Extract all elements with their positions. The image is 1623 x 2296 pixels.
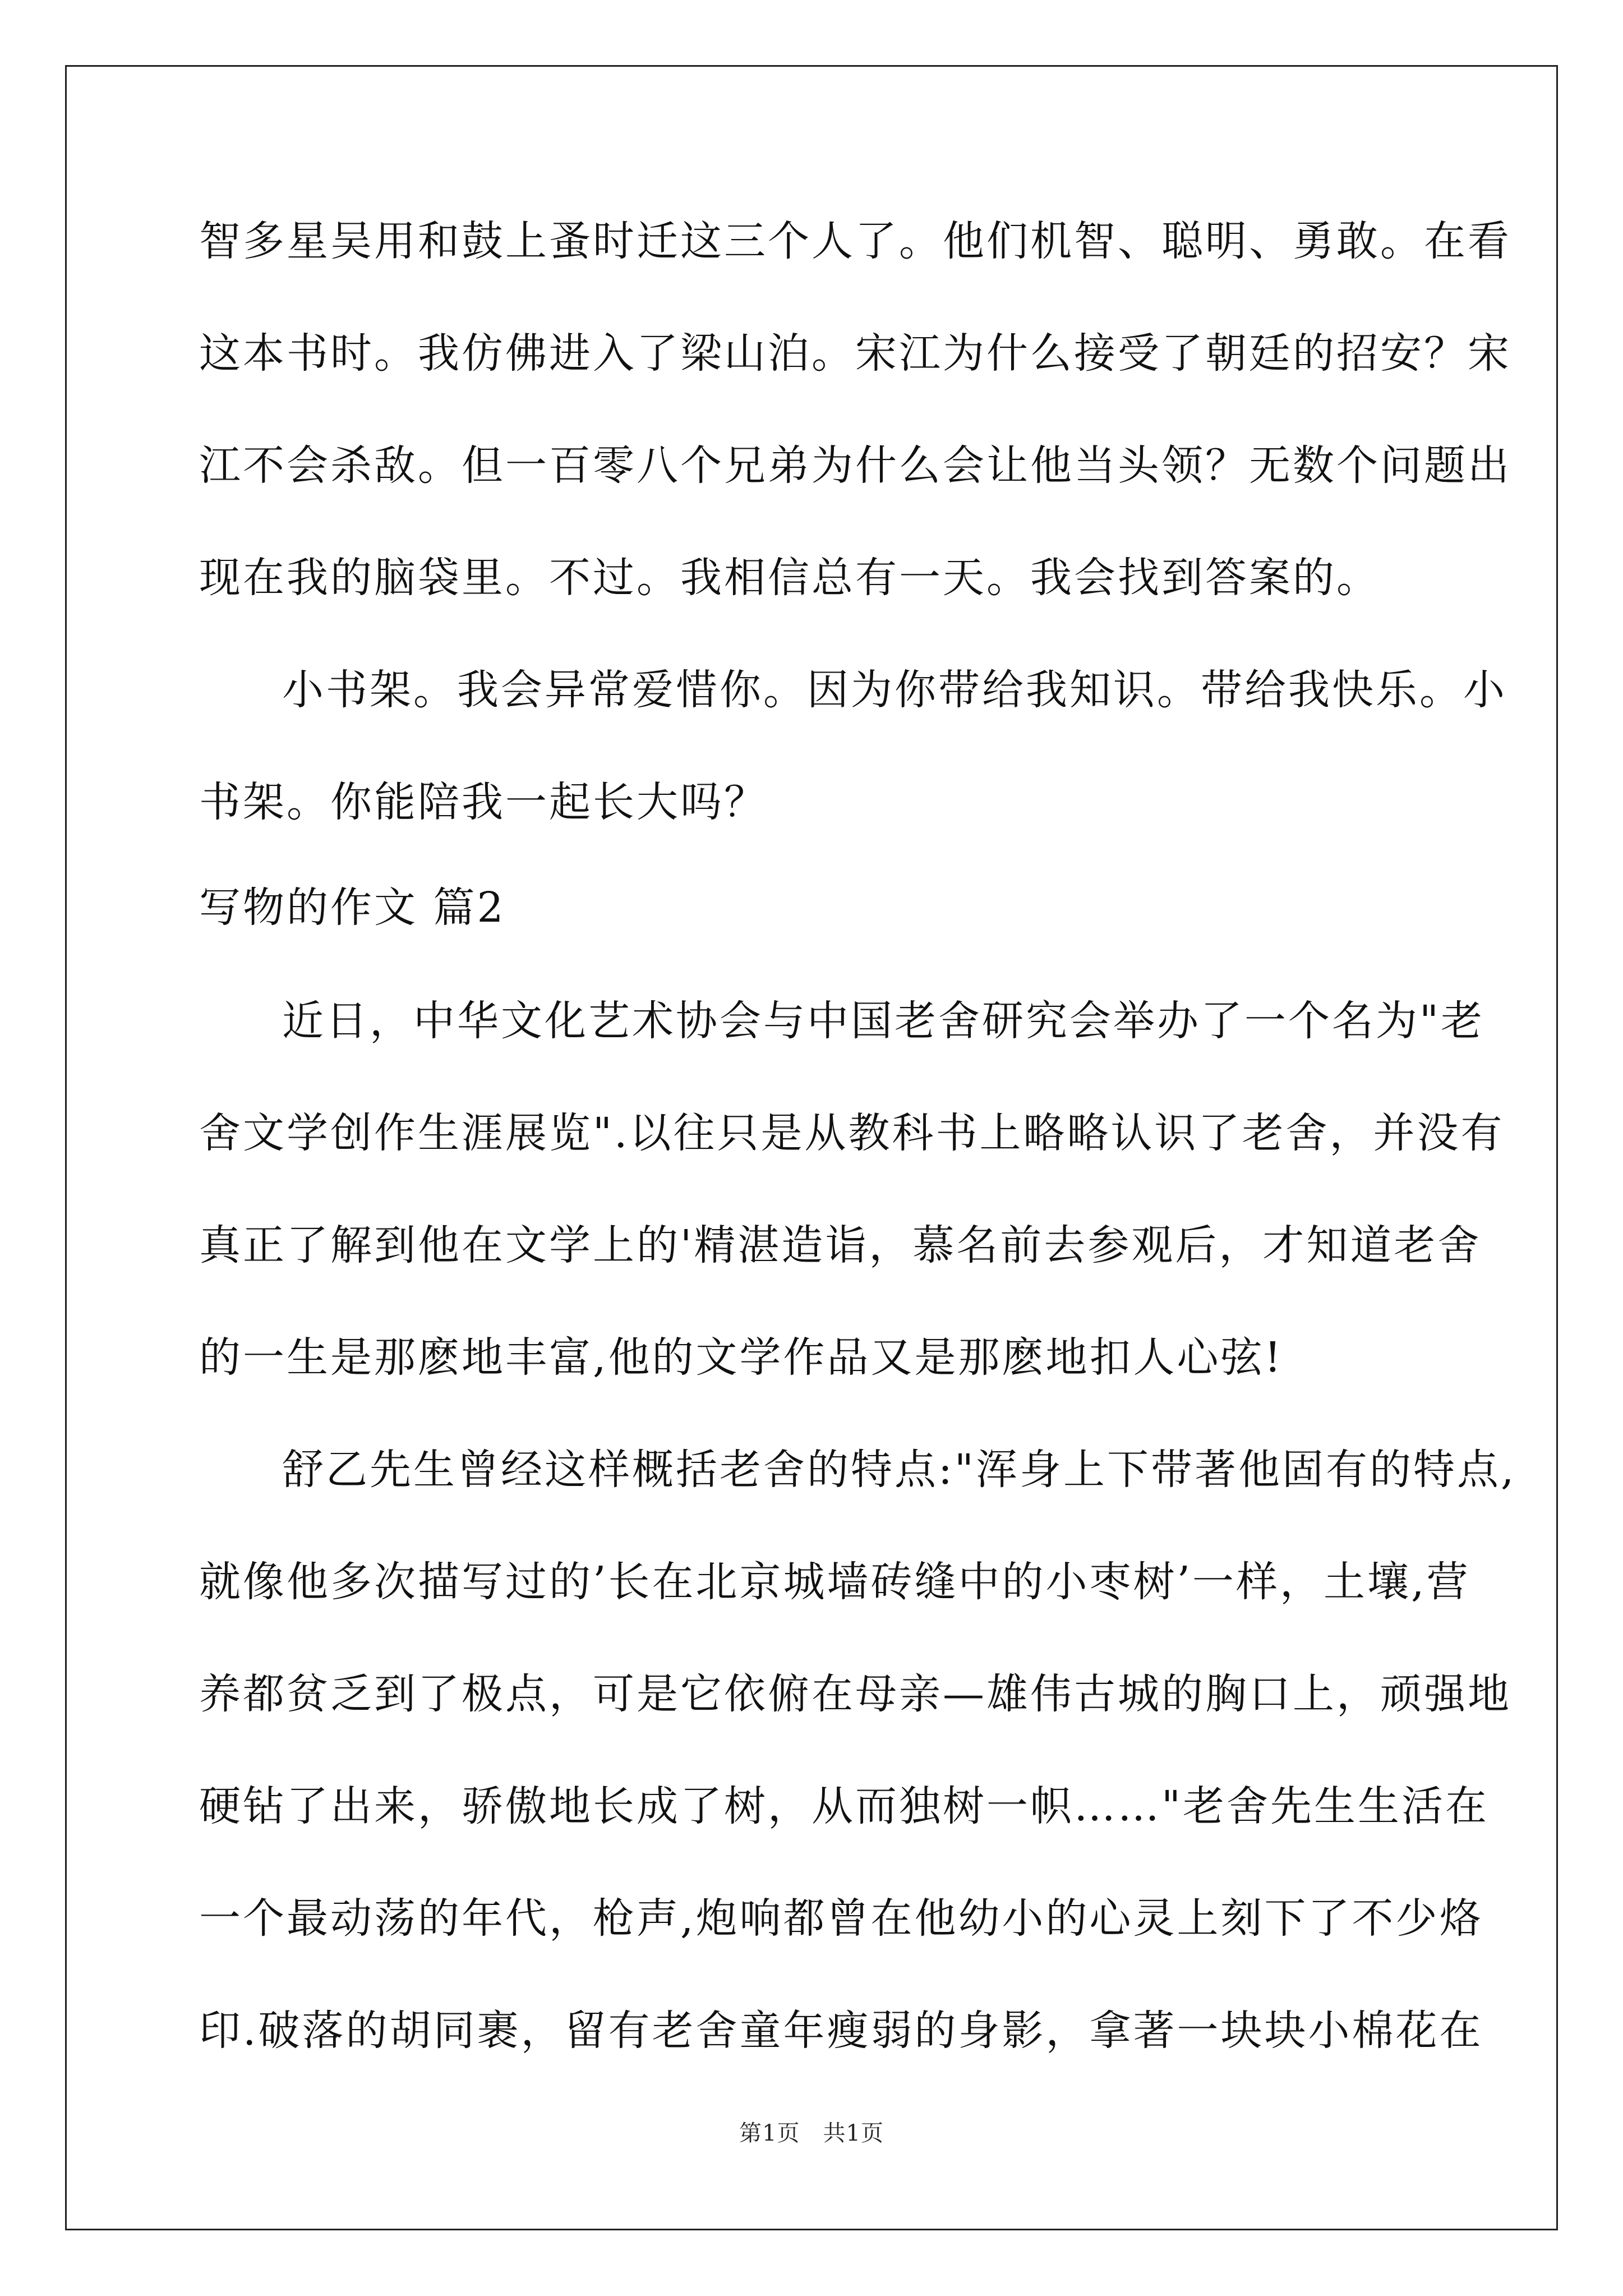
paragraph-line: 的一生是那麽地丰富,他的文学作品又是那麽地扣人心弦! xyxy=(199,1333,1284,1382)
section-heading: 写物的作文 篇2 xyxy=(199,884,506,932)
paragraph-line: 养都贫乏到了极点，可是它依俯在母亲—雄伟古城的胸口上，顽强地 xyxy=(199,1670,1511,1718)
paragraph-line: 现在我的脑袋里。不过。我相信总有一天。我会找到答案的。 xyxy=(199,554,1380,602)
paragraph-line: 小书架。我会异常爱惜你。因为你带给我知识。带给我快乐。小 xyxy=(282,666,1507,714)
paragraph-line: 舒乙先生曾经这样概括老舍的特点:"浑身上下带著他固有的特点, xyxy=(282,1446,1516,1494)
paragraph-line: 智多星吴用和鼓上蚤时迁这三个人了。他们机智、聪明、勇敢。在看 xyxy=(199,217,1511,265)
page-number-footer: 第1页 共1页 xyxy=(739,2120,884,2146)
paragraph-line: 一个最动荡的年代，枪声,炮响都曾在他幼小的心灵上刻下了不少烙 xyxy=(199,1894,1483,1943)
paragraph-line: 真正了解到他在文学上的'精湛造诣，慕名前去参观后，才知道老舍 xyxy=(199,1221,1482,1269)
paragraph-line: 硬钻了出来，骄傲地长成了树，从而独树一帜……"老舍先生生活在 xyxy=(199,1782,1490,1830)
paragraph-line: 这本书时。我仿佛进入了梁山泊。宋江为什么接受了朝廷的招安？宋 xyxy=(199,329,1511,378)
paragraph-line: 书架。你能陪我一起长大吗？ xyxy=(199,778,768,826)
paragraph-line: 近日，中华文化艺术协会与中国老舍研究会举办了一个名为"老 xyxy=(282,997,1485,1045)
paragraph-line: 江不会杀敌。但一百零八个兄弟为什么会让他当头领？无数个问题出 xyxy=(199,441,1511,490)
paragraph-line: 就像他多次描写过的’长在北京城墙砖缝中的小枣树’一样，土壤,营 xyxy=(199,1558,1470,1606)
paragraph-line: 印.破落的胡同裹，留有老舍童年瘦弱的身影，拿著一块块小棉花在 xyxy=(199,2007,1483,2055)
paragraph-line: 舍文学创作生涯展览".以往只是从教科书上略略认识了老舍，并没有 xyxy=(199,1109,1505,1157)
